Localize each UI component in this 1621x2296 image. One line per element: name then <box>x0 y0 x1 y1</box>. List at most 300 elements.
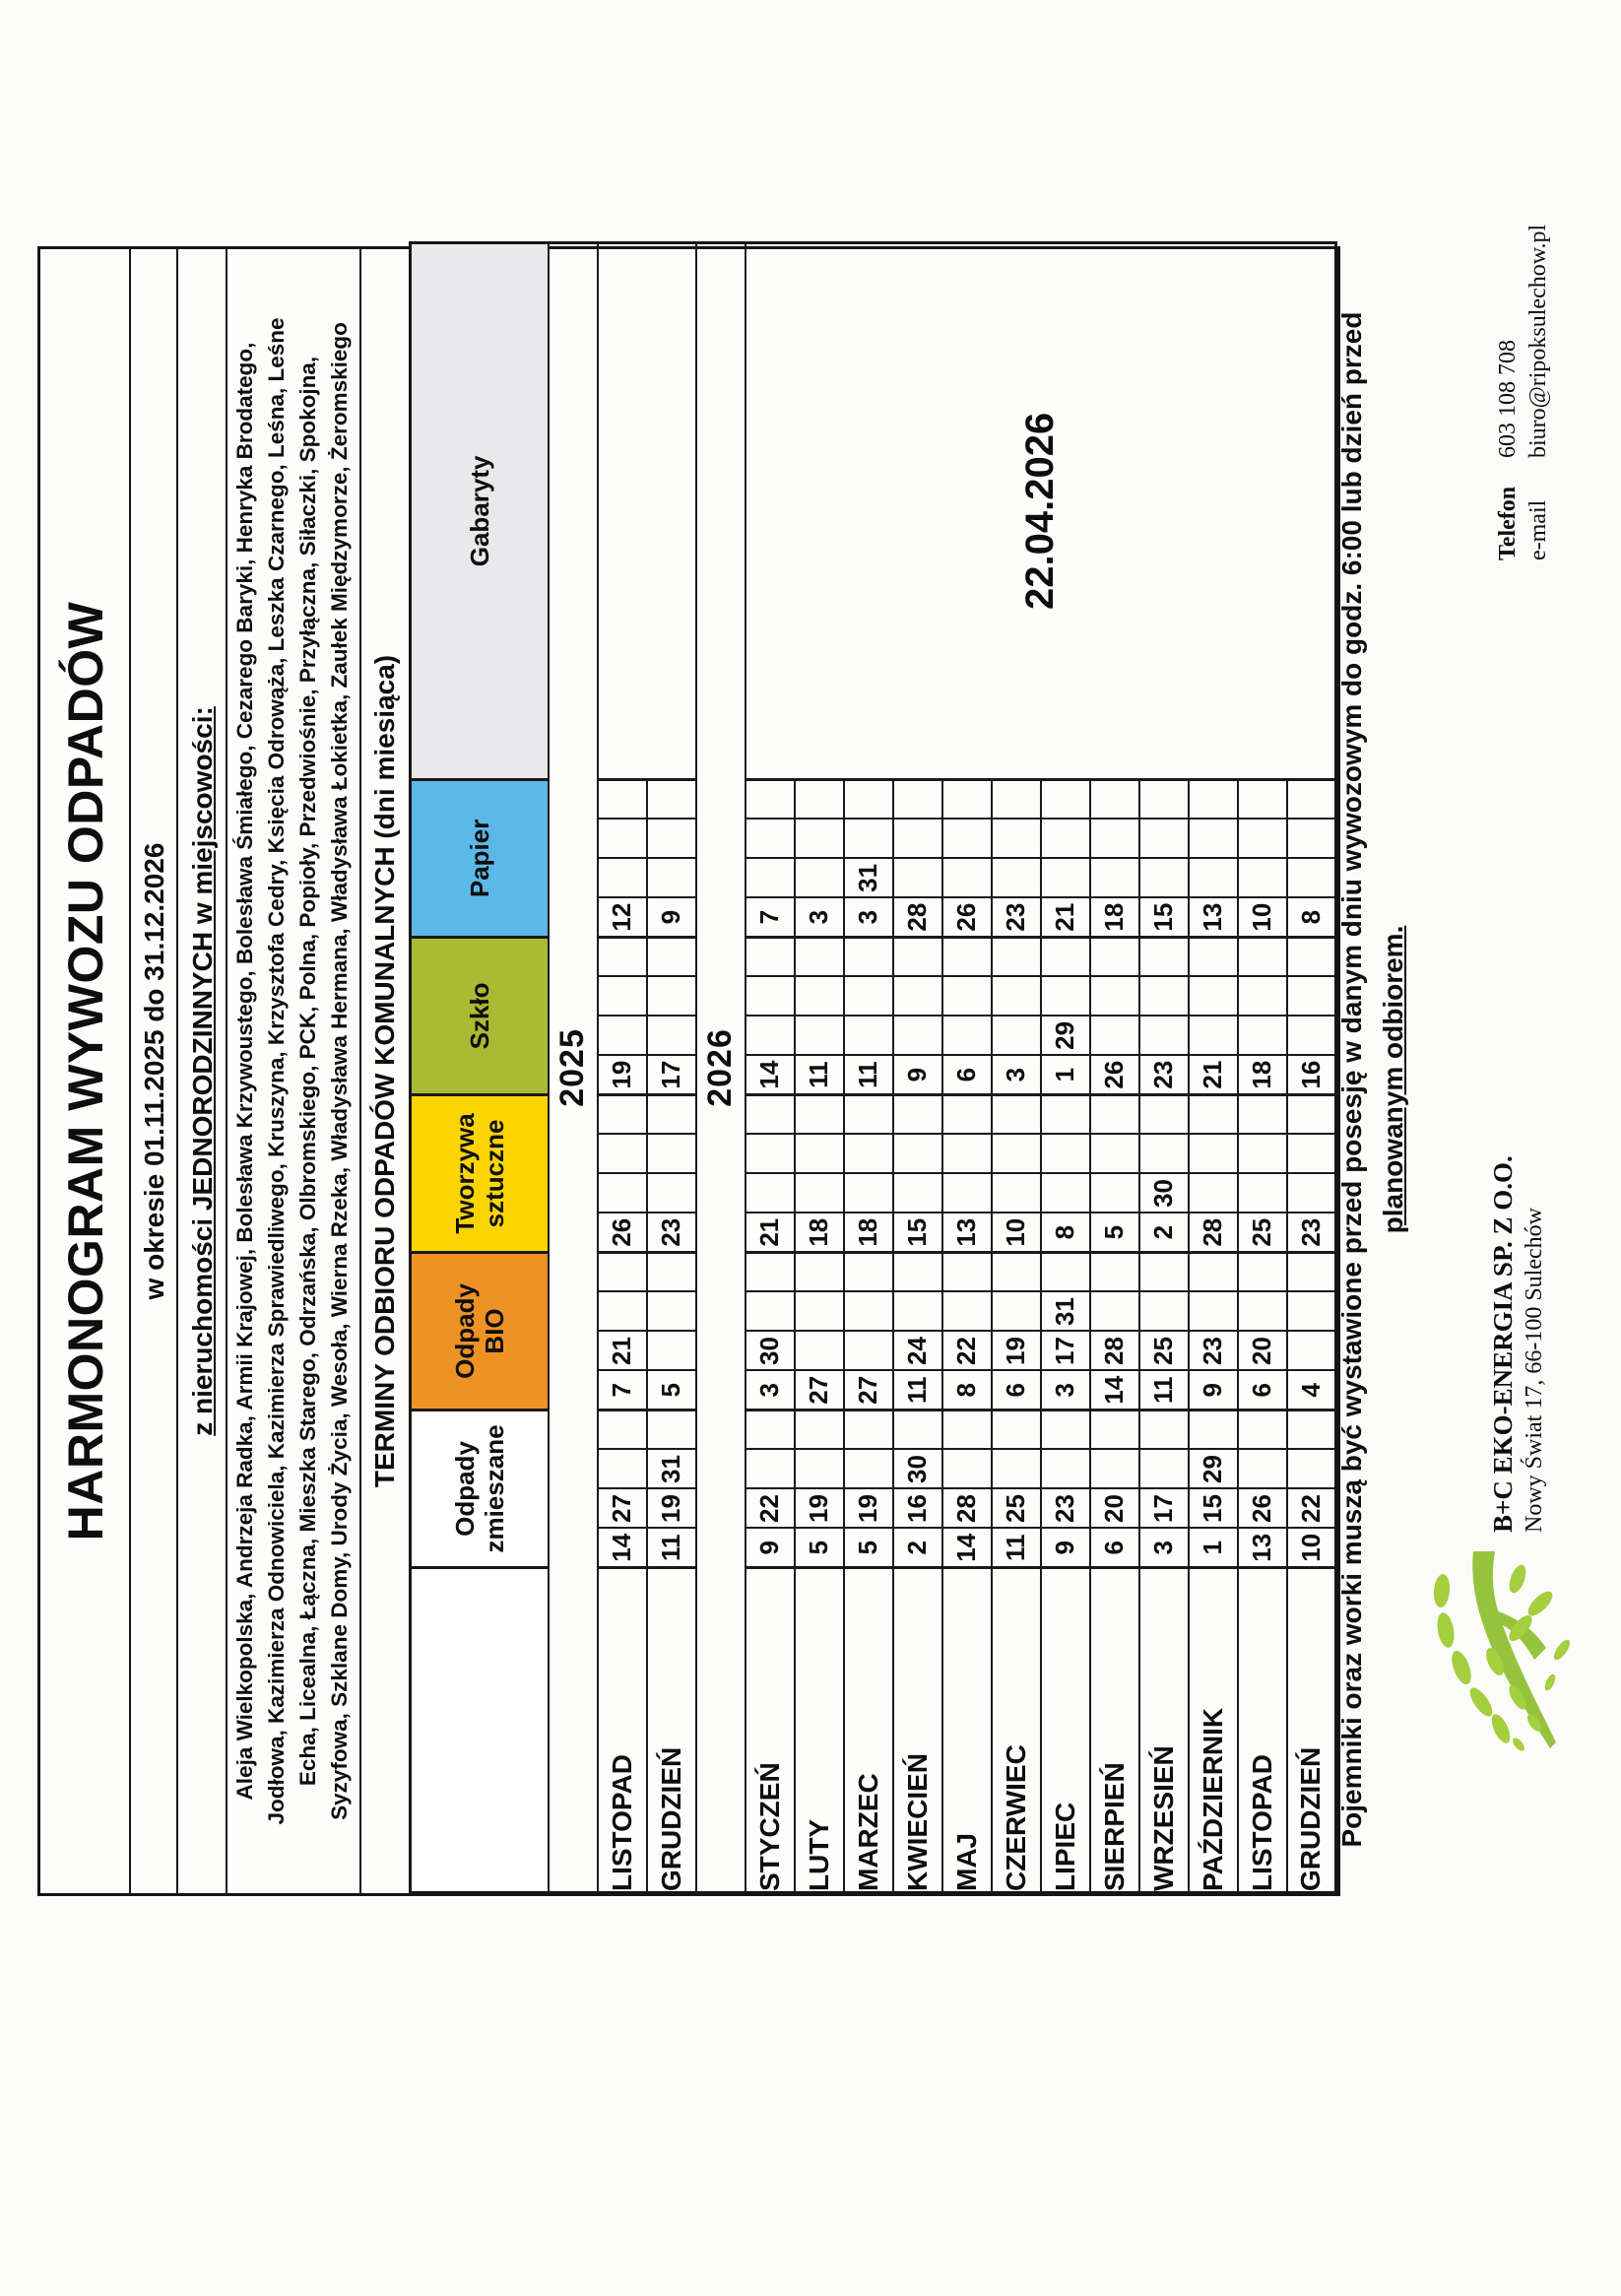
date-cell <box>1041 976 1090 1016</box>
date-cell: 27 <box>844 1370 893 1410</box>
date-cell: 21 <box>1041 897 1090 937</box>
gabaryty-date-cell: 22.04.2026 <box>746 242 1336 779</box>
date-cell <box>893 779 942 819</box>
main-box <box>37 246 1340 1896</box>
date-cell: 29 <box>1189 1450 1238 1489</box>
date-cell <box>1139 976 1189 1016</box>
date-cell: 23 <box>1139 1055 1189 1094</box>
date-cell: 29 <box>1041 1016 1090 1055</box>
date-cell <box>1041 937 1090 976</box>
date-cell <box>1189 1410 1238 1449</box>
date-cell: 11 <box>795 1055 844 1094</box>
date-cell <box>1090 1252 1139 1291</box>
date-cell <box>992 779 1041 819</box>
date-cell <box>598 1134 647 1173</box>
date-cell <box>844 976 893 1016</box>
phone-number: 603 108 708 <box>1495 340 1521 458</box>
date-cell: 6 <box>1090 1529 1139 1568</box>
date-cell <box>598 976 647 1016</box>
date-cell: 23 <box>647 1213 696 1252</box>
column-header-gabaryty: Gabaryty <box>411 242 549 779</box>
date-cell <box>1139 1016 1189 1055</box>
date-cell <box>647 1173 696 1213</box>
date-cell <box>746 937 795 976</box>
date-cell: 9 <box>1041 1529 1090 1568</box>
date-cell <box>1287 779 1336 819</box>
localities-paragraph <box>227 249 361 1893</box>
email-line <box>1524 225 1554 560</box>
date-cell <box>1189 937 1238 976</box>
date-cell: 28 <box>1189 1213 1238 1252</box>
date-cell <box>1090 1410 1139 1449</box>
estates-line: z nieruchomości JEDNORODZINNYCH w miejscowości: <box>178 249 227 1893</box>
date-cell <box>893 1291 942 1331</box>
gabaryty-empty-cell <box>598 242 696 779</box>
date-cell <box>844 1252 893 1291</box>
column-header-szk: Szkło <box>411 937 549 1094</box>
date-cell <box>1287 976 1336 1016</box>
date-cell: 2 <box>1139 1213 1189 1252</box>
month-cell: LIPIEC <box>1041 1568 1090 1893</box>
date-cell <box>1090 1291 1139 1331</box>
date-cell <box>1139 1410 1189 1449</box>
date-cell <box>746 1410 795 1449</box>
footer-note-line2: planowanym odbiorem. <box>1378 925 1408 1234</box>
date-cell <box>746 1094 795 1134</box>
date-cell: 14 <box>942 1529 992 1568</box>
date-cell: 31 <box>647 1450 696 1489</box>
date-cell: 22 <box>942 1331 992 1370</box>
date-cell <box>893 1094 942 1134</box>
date-cell: 22 <box>1287 1489 1336 1529</box>
date-cell: 26 <box>1090 1055 1139 1094</box>
date-cell: 18 <box>795 1213 844 1252</box>
phone-line <box>1493 225 1524 560</box>
date-cell: 24 <box>893 1331 942 1370</box>
date-cell: 18 <box>1238 1055 1287 1094</box>
date-cell <box>746 1016 795 1055</box>
date-cell <box>942 858 992 897</box>
date-cell: 3 <box>746 1370 795 1410</box>
date-cell: 18 <box>1090 897 1139 937</box>
date-cell <box>1139 1094 1189 1134</box>
date-cell: 15 <box>1139 897 1189 937</box>
month-cell: GRUDZIEŃ <box>1287 1568 1336 1893</box>
date-cell: 26 <box>598 1213 647 1252</box>
date-cell <box>893 937 942 976</box>
date-cell <box>1238 937 1287 976</box>
date-cell <box>647 976 696 1016</box>
month-cell: SIERPIEŃ <box>1090 1568 1139 1893</box>
date-cell: 5 <box>795 1529 844 1568</box>
date-cell: 11 <box>1139 1370 1189 1410</box>
date-cell: 2 <box>893 1529 942 1568</box>
date-cell: 22 <box>746 1489 795 1529</box>
date-cell <box>1090 1016 1139 1055</box>
date-cell <box>1287 1173 1336 1213</box>
date-cell <box>893 858 942 897</box>
month-cell: STYCZEŃ <box>746 1568 795 1893</box>
date-cell <box>844 1094 893 1134</box>
column-header-pap: Papier <box>411 779 549 937</box>
date-cell <box>1041 1134 1090 1173</box>
date-cell <box>598 779 647 819</box>
column-header-bio: Odpady BIO <box>411 1252 549 1410</box>
date-cell: 21 <box>1189 1055 1238 1094</box>
date-cell <box>1189 779 1238 819</box>
date-cell: 8 <box>942 1370 992 1410</box>
date-cell <box>598 1252 647 1291</box>
localities-line: Jodłowa, Kazimierza Odnowiciela, Kazimierza Sprawiedliwego, Kruszyna, Krzysztofa Cedry, Księcia Odrowąża, Leszka Czarnego, Leśna, Leśne <box>264 317 289 1825</box>
month-cell: PAŹDZIERNIK <box>1189 1568 1238 1893</box>
date-cell <box>942 1450 992 1489</box>
date-cell <box>1090 976 1139 1016</box>
date-cell <box>1287 937 1336 976</box>
date-cell <box>746 976 795 1016</box>
date-cell <box>942 1134 992 1173</box>
date-cell <box>1238 819 1287 858</box>
date-cell <box>1041 1410 1090 1449</box>
date-cell <box>598 1450 647 1489</box>
year-row-2025: 2025 <box>549 242 598 1892</box>
month-cell: WRZESIEŃ <box>1139 1568 1189 1893</box>
date-cell <box>1090 819 1139 858</box>
date-cell: 8 <box>1041 1213 1090 1252</box>
date-cell: 26 <box>1238 1489 1287 1529</box>
date-cell <box>942 1173 992 1213</box>
date-cell <box>1238 1291 1287 1331</box>
date-cell <box>992 1016 1041 1055</box>
date-cell <box>1189 1252 1238 1291</box>
date-cell: 16 <box>1287 1055 1336 1094</box>
date-cell <box>1238 1094 1287 1134</box>
month-cell: LUTY <box>795 1568 844 1893</box>
date-cell <box>1238 858 1287 897</box>
date-cell: 9 <box>893 1055 942 1094</box>
date-cell: 31 <box>1041 1291 1090 1331</box>
date-cell <box>942 976 992 1016</box>
date-cell <box>647 1291 696 1331</box>
date-cell <box>746 819 795 858</box>
company-logo-branch-icon <box>1424 1544 1577 1756</box>
date-cell: 18 <box>844 1213 893 1252</box>
date-cell: 19 <box>844 1489 893 1529</box>
date-cell <box>647 819 696 858</box>
date-cell <box>992 1134 1041 1173</box>
date-cell: 28 <box>1090 1331 1139 1370</box>
date-cell: 3 <box>844 897 893 937</box>
page-title: HARMONOGRAM WYWOZU ODPADÓW <box>40 249 131 1893</box>
date-cell <box>942 1016 992 1055</box>
date-cell: 3 <box>795 897 844 937</box>
date-cell: 19 <box>647 1489 696 1529</box>
date-cell: 10 <box>992 1213 1041 1252</box>
date-cell: 26 <box>942 897 992 937</box>
date-cell: 27 <box>795 1370 844 1410</box>
date-cell: 10 <box>1238 897 1287 937</box>
date-cell <box>1238 779 1287 819</box>
date-cell: 21 <box>598 1331 647 1370</box>
date-cell <box>1287 1016 1336 1055</box>
date-cell <box>647 1410 696 1449</box>
date-cell: 13 <box>942 1213 992 1252</box>
month-cell: GRUDZIEŃ <box>647 1568 696 1893</box>
date-cell <box>893 1173 942 1213</box>
date-cell <box>844 1291 893 1331</box>
date-cell <box>746 858 795 897</box>
date-cell: 25 <box>992 1489 1041 1529</box>
date-cell: 28 <box>893 897 942 937</box>
date-cell <box>893 1410 942 1449</box>
date-cell <box>795 819 844 858</box>
date-cell: 6 <box>942 1055 992 1094</box>
date-cell <box>992 1291 1041 1331</box>
date-cell <box>1041 1252 1090 1291</box>
date-cell <box>942 1094 992 1134</box>
date-cell: 11 <box>992 1529 1041 1568</box>
date-cell <box>1041 1173 1090 1213</box>
date-cell: 28 <box>942 1489 992 1529</box>
date-cell: 30 <box>893 1450 942 1489</box>
date-cell <box>795 1291 844 1331</box>
date-cell <box>746 1252 795 1291</box>
date-cell <box>1189 819 1238 858</box>
date-cell <box>844 779 893 819</box>
date-cell <box>1287 1450 1336 1489</box>
date-cell: 23 <box>1287 1213 1336 1252</box>
date-cell <box>647 937 696 976</box>
date-cell <box>598 1410 647 1449</box>
date-cell <box>647 779 696 819</box>
email-label: e-mail <box>1525 499 1551 560</box>
date-cell: 5 <box>844 1529 893 1568</box>
date-cell <box>795 976 844 1016</box>
date-cell <box>992 1450 1041 1489</box>
column-header-zm: Odpady zmieszane <box>411 1410 549 1567</box>
date-cell <box>1238 1252 1287 1291</box>
date-cell <box>795 1331 844 1370</box>
date-cell: 9 <box>647 897 696 937</box>
date-cell: 17 <box>647 1055 696 1094</box>
date-cell <box>795 858 844 897</box>
date-cell <box>1090 858 1139 897</box>
date-cell <box>795 1016 844 1055</box>
date-cell <box>746 779 795 819</box>
date-cell <box>992 976 1041 1016</box>
date-cell <box>647 1094 696 1134</box>
date-cell <box>795 1410 844 1449</box>
date-cell <box>992 1094 1041 1134</box>
date-cell: 14 <box>746 1055 795 1094</box>
date-cell <box>844 1016 893 1055</box>
date-cell <box>844 1173 893 1213</box>
date-cell: 27 <box>598 1489 647 1529</box>
date-cell <box>746 1291 795 1331</box>
date-cell: 14 <box>1090 1370 1139 1410</box>
date-cell: 17 <box>1041 1331 1090 1370</box>
date-cell <box>1287 1252 1336 1291</box>
date-cell <box>1041 1450 1090 1489</box>
phone-label: Telefon <box>1495 486 1521 560</box>
date-cell <box>1090 1134 1139 1173</box>
date-cell <box>647 858 696 897</box>
date-cell <box>795 779 844 819</box>
date-cell <box>1189 1094 1238 1134</box>
date-cell <box>795 1450 844 1489</box>
date-cell <box>1287 1291 1336 1331</box>
date-cell <box>1238 1134 1287 1173</box>
date-cell <box>992 858 1041 897</box>
footer-note-line1: Pojemniki oraz worki muszą być wystawione przed posesję w danym dniu wywozowym do godz. 6:00 lub dzień przed <box>1336 311 1367 1848</box>
localities-line: Syzyfowa, Szklane Domy, Urody Życia, Wesoła, Wierna Rzeka, Władysława Hermana, Władysława Łokietka, Zaułek Międzymorze, Żeromskiego <box>327 322 352 1820</box>
date-cell <box>1090 1094 1139 1134</box>
date-cell: 6 <box>1238 1370 1287 1410</box>
date-cell <box>1189 858 1238 897</box>
date-cell: 23 <box>1189 1331 1238 1370</box>
date-cell <box>893 819 942 858</box>
date-cell: 7 <box>746 897 795 937</box>
date-cell <box>893 1252 942 1291</box>
month-cell: LISTOPAD <box>1238 1568 1287 1893</box>
date-cell <box>598 1094 647 1134</box>
date-cell <box>1287 819 1336 858</box>
date-cell: 10 <box>1287 1529 1336 1568</box>
date-cell: 9 <box>1189 1370 1238 1410</box>
date-cell <box>746 1450 795 1489</box>
date-cell <box>992 1410 1041 1449</box>
date-cell <box>893 1016 942 1055</box>
date-cell <box>647 1331 696 1370</box>
date-cell <box>1090 1173 1139 1213</box>
company-name: B+C EKO-ENERGIA SP. Z O.O. <box>1488 1155 1518 1533</box>
month-cell: CZERWIEC <box>992 1568 1041 1893</box>
date-cell <box>795 1094 844 1134</box>
date-cell: 31 <box>844 858 893 897</box>
date-cell <box>1238 1450 1287 1489</box>
date-cell <box>1287 1410 1336 1449</box>
date-cell: 3 <box>1041 1370 1090 1410</box>
date-cell <box>844 1331 893 1370</box>
date-cell <box>1287 858 1336 897</box>
date-cell: 19 <box>598 1055 647 1094</box>
date-cell: 30 <box>746 1331 795 1370</box>
date-cell: 9 <box>746 1529 795 1568</box>
date-cell <box>1189 976 1238 1016</box>
date-cell <box>942 779 992 819</box>
date-cell <box>795 937 844 976</box>
date-cell: 11 <box>844 1055 893 1094</box>
date-cell: 3 <box>992 1055 1041 1094</box>
date-cell: 17 <box>1139 1489 1189 1529</box>
period-line: w okresie 01.11.2025 do 31.12.2026 <box>131 249 178 1893</box>
date-cell: 7 <box>598 1370 647 1410</box>
date-cell <box>893 976 942 1016</box>
month-column-header <box>411 1568 549 1893</box>
date-cell <box>942 1410 992 1449</box>
company-address: Nowy Świat 17, 66-100 Sulechów <box>1522 1208 1547 1533</box>
date-cell <box>1238 1173 1287 1213</box>
collection-schedule-table <box>409 241 1337 1894</box>
date-cell: 6 <box>992 1370 1041 1410</box>
date-cell <box>844 1134 893 1173</box>
date-cell: 19 <box>992 1331 1041 1370</box>
date-cell: 20 <box>1090 1489 1139 1529</box>
date-cell: 16 <box>893 1489 942 1529</box>
date-cell <box>1139 1134 1189 1173</box>
date-cell <box>746 1134 795 1173</box>
date-cell: 1 <box>1189 1529 1238 1568</box>
date-cell <box>598 858 647 897</box>
date-cell <box>1139 819 1189 858</box>
month-cell: MAJ <box>942 1568 992 1893</box>
date-cell: 8 <box>1287 897 1336 937</box>
date-cell <box>1139 1252 1189 1291</box>
date-cell: 13 <box>1189 897 1238 937</box>
date-cell <box>598 1173 647 1213</box>
date-cell: 23 <box>992 897 1041 937</box>
date-cell: 15 <box>1189 1489 1238 1529</box>
date-cell <box>1041 858 1090 897</box>
email-address: biuro@ripoksulechow.pl <box>1525 224 1551 458</box>
date-cell: 5 <box>647 1370 696 1410</box>
date-cell <box>1139 1450 1189 1489</box>
date-cell <box>844 1450 893 1489</box>
date-cell <box>647 1134 696 1173</box>
date-cell <box>992 1173 1041 1213</box>
date-cell <box>598 1016 647 1055</box>
date-cell: 11 <box>893 1370 942 1410</box>
month-cell: MARZEC <box>844 1568 893 1893</box>
date-cell <box>1189 1134 1238 1173</box>
date-cell <box>1238 1410 1287 1449</box>
date-cell: 13 <box>1238 1529 1287 1568</box>
date-cell <box>992 937 1041 976</box>
signature-area <box>1416 0 1613 2296</box>
company-block <box>1487 1155 1549 1533</box>
date-cell <box>746 1173 795 1213</box>
date-cell <box>1090 779 1139 819</box>
date-cell <box>795 1134 844 1173</box>
date-cell <box>1139 858 1189 897</box>
date-cell <box>1238 1016 1287 1055</box>
contact-block <box>1493 225 1554 560</box>
date-cell <box>1139 779 1189 819</box>
localities-line: Echa, Licealna, Łączna, Mieszka Starego, Odrzańska, Olbromskiego, PCK, Polna, Popioły, Przedwiośnie, Przyłączna, Siłaczki, Spokojna, <box>295 356 320 1787</box>
date-cell: 12 <box>598 897 647 937</box>
date-cell <box>647 1016 696 1055</box>
year-row-2026: 2026 <box>696 242 746 1892</box>
date-cell: 15 <box>893 1213 942 1252</box>
date-cell <box>1189 1173 1238 1213</box>
month-cell: LISTOPAD <box>598 1568 647 1893</box>
date-cell <box>598 819 647 858</box>
date-cell <box>942 1291 992 1331</box>
date-cell <box>1287 1134 1336 1173</box>
date-cell: 23 <box>1041 1489 1090 1529</box>
date-cell: 25 <box>1139 1331 1189 1370</box>
date-cell: 11 <box>647 1529 696 1568</box>
date-cell: 30 <box>1139 1173 1189 1213</box>
date-cell <box>1287 1331 1336 1370</box>
date-cell <box>844 937 893 976</box>
date-cell: 14 <box>598 1529 647 1568</box>
month-cell: KWIECIEŃ <box>893 1568 942 1893</box>
date-cell <box>1189 1016 1238 1055</box>
date-cell <box>598 1291 647 1331</box>
date-cell: 1 <box>1041 1055 1090 1094</box>
date-cell <box>992 1252 1041 1291</box>
date-cell <box>1238 976 1287 1016</box>
